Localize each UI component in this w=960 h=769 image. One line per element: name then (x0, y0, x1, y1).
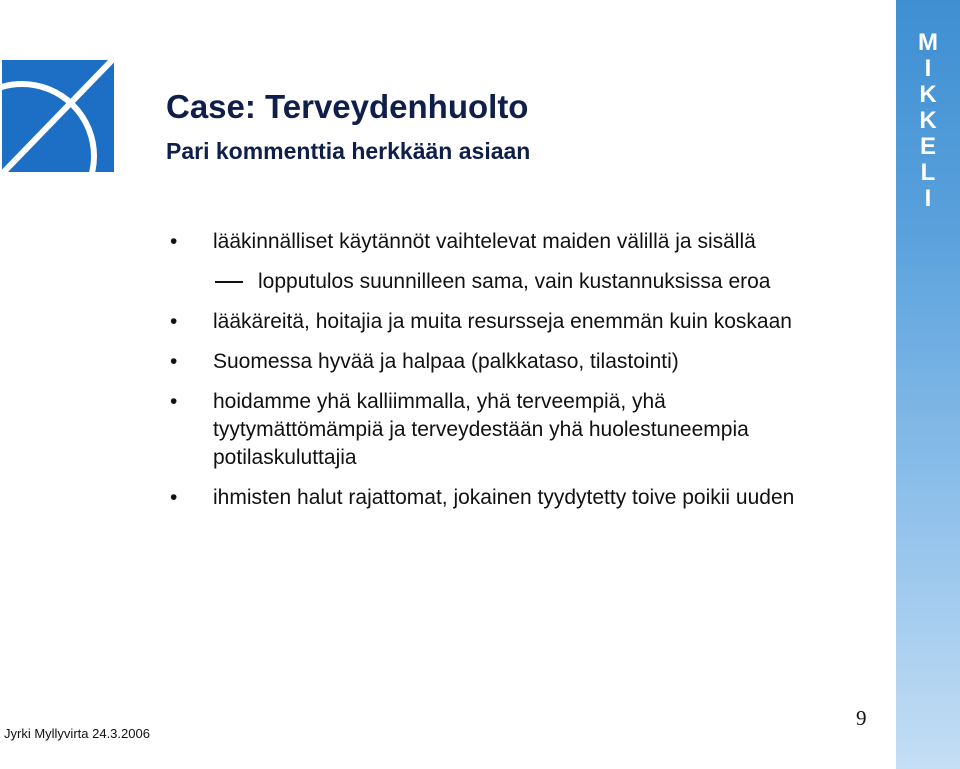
bullet-marker: • (170, 230, 178, 253)
wordmark-letter: K (919, 81, 937, 108)
page-title: Case: Terveydenhuolto (166, 88, 529, 125)
bullet-marker: • (170, 486, 178, 509)
bullet-list (170, 228, 870, 512)
brand-wordmark (896, 30, 960, 212)
bullet-text: hoidamme yhä kalliimmalla, yhä terveempiä, yhä tyytymättömämpiä ja terveydestään yhä huolestuneempia potilaskuluttajia (213, 390, 749, 469)
wordmark-letter: L (920, 159, 936, 186)
bullet-item (170, 228, 833, 256)
brand-sidebar (896, 0, 960, 769)
sub-bullet-item (170, 268, 918, 296)
wordmark-letter: I (924, 185, 932, 212)
bullet-item (170, 388, 823, 472)
bullet-text: Suomessa hyvää ja halpaa (palkkataso, tilastointi) (213, 350, 679, 373)
bullet-item (170, 348, 873, 376)
bullet-marker: • (170, 390, 178, 413)
bullet-item (170, 308, 853, 336)
page-number: 9 (856, 706, 867, 730)
wordmark-letter: I (924, 55, 932, 82)
footer-author-date: Jyrki Myllyvirta 24.3.2006 (4, 726, 150, 741)
wordmark-letter: M (918, 29, 938, 56)
wordmark-letter: K (919, 107, 937, 134)
bullet-text: ihmisten halut rajattomat, jokainen tyydytetty toive poikii uuden (213, 486, 795, 509)
bullet-marker: • (170, 350, 178, 373)
page-subtitle: Pari kommenttia herkkään asiaan (166, 138, 531, 164)
bullet-text: lopputulos suunnilleen sama, vain kustannuksissa eroa (258, 270, 771, 293)
bullet-text: lääkinnälliset käytännöt vaihtelevat maiden välillä ja sisällä (213, 230, 756, 253)
bullet-text: lääkäreitä, hoitajia ja muita resursseja enemmän kuin koskaan (213, 310, 792, 333)
bullet-marker: • (170, 310, 178, 333)
logo-icon (2, 60, 114, 172)
dash-marker (215, 268, 251, 296)
bullet-item (170, 484, 833, 512)
wordmark-letter: E (919, 133, 936, 160)
